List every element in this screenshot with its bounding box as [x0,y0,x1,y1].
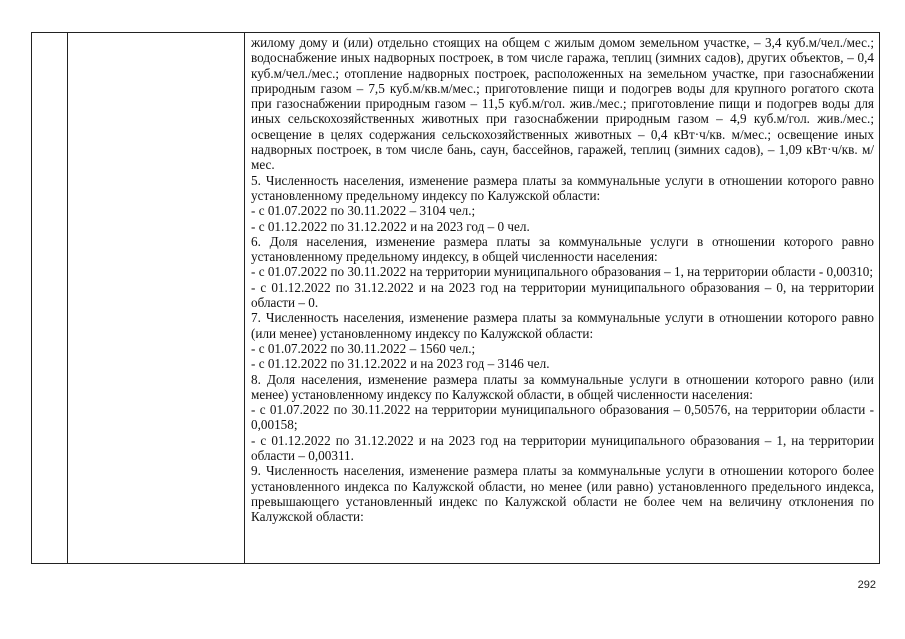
paragraph: - с 01.12.2022 по 31.12.2022 и на 2023 год – 3146 чел. [251,356,550,372]
paragraph: - с 01.07.2022 по 30.11.2022 на территории муниципального образования – 0,50576, на территории области - 0,00158; [251,402,874,433]
paragraph: - с 01.12.2022 по 31.12.2022 и на 2023 год на территории муниципального образования – 1, на территории области – 0,00311. [251,432,874,464]
table-row [32,33,880,564]
table-cell-text [245,33,880,564]
paragraph: - с 01.07.2022 по 30.11.2022 – 3104 чел.; [251,203,476,219]
paragraph: 8. Доля населения, изменение размера платы за коммунальные услуги в отношении которого равно (или менее) установленному индексу по Калужской области, в общей численности населения: [251,371,874,402]
table-cell-number [32,33,68,564]
page-number: 292 [857,579,876,591]
body-text [251,35,874,525]
paragraph: 5. Численность населения, изменение размера платы за коммунальные услуги в отношении которого равно установленному предельному индексу по Калужской области: [251,172,874,203]
table-cell-label [68,33,245,564]
paragraph: - с 01.07.2022 по 30.11.2022 на территории муниципального образования – 1, на территории области - 0,00310; [251,264,874,280]
paragraph: жилому дому и (или) отдельно стоящих на общем с жилым домом земельном участке, – 3,4 куб.м/чел./мес.; водоснабжение иных надворных построек, в том числе гаража, теплиц (зимних садов), других объектов, – 0,4 куб.м/чел./мес.; отопление надворных построек, расположенных на земельном участке, при газоснабжении природным газом – 7,5 куб.м/кв.м/мес.; приготовление пищи и подогрев воды для крупного рогатого скота при газоснабжении природным газом – 11,5 куб.м/гол. жив./мес.; приготовление пищи и подогрев воды для иных сельскохозяйственных животных при газоснабжении природным газом – 4,9 куб.м/гол. жив./мес.; освещение в целях содержания сельскохозяйственных животных – 0,4 кВт·ч/кв. м/мес.; освещение иных надворных построек, в том числе бань, саун, бассейнов, гаражей, теплиц (зимних садов), – 1,09 кВт·ч/кв. м/мес. [251,35,874,173]
paragraph: - с 01.07.2022 по 30.11.2022 – 1560 чел.; [251,340,476,356]
paragraph: - с 01.12.2022 по 31.12.2022 и на 2023 год – 0 чел. [251,218,530,234]
paragraph: 6. Доля населения, изменение размера платы за коммунальные услуги в отношении которого равно установленному предельному индексу, в общей численности населения: [251,233,874,265]
content-table [31,32,880,564]
paragraph: 7. Численность населения, изменение размера платы за коммунальные услуги в отношении которого равно (или менее) установленному индексу по Калужской области: [251,310,874,341]
paragraph: - с 01.12.2022 по 31.12.2022 и на 2023 год на территории муниципального образования – 0, на территории области – 0. [251,279,874,311]
paragraph: 9. Численность населения, изменение размера платы за коммунальные услуги в отношении которого более установленного индекса по Калужской области, но менее (или равно) установленного предельного индекса, превышающего установленный индекс по Калужской области не более чем на величину отклонения по Калужской области: [251,463,874,525]
